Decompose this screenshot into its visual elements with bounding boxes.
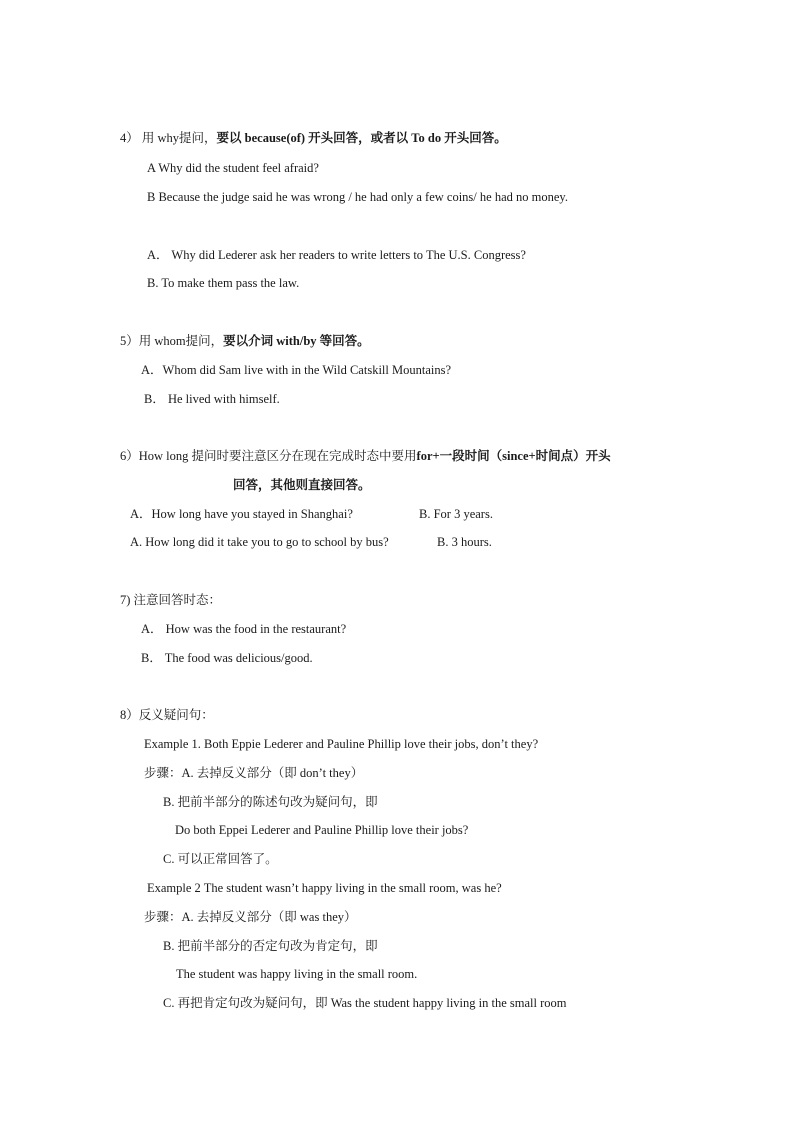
section-7-question: A． How was the food in the restaurant? bbox=[141, 622, 347, 636]
section-4-example-1-question: A Why did the student feel afraid? bbox=[147, 161, 319, 175]
section-5-heading-plain: 5）用 whom提问， bbox=[120, 334, 224, 348]
section-8-example-2: Example 2 The student wasn’t happy living in the small room, was he? bbox=[147, 881, 502, 895]
section-8-example-2-step-a: 步骤：A. 去掉反义部分（即 was they） bbox=[144, 910, 357, 924]
section-8-example-1-step-a: 步骤：A. 去掉反义部分（即 don’t they） bbox=[144, 766, 364, 780]
section-8-example-1: Example 1. Both Eppie Lederer and Pauline Phillip love their jobs, don’t they? bbox=[144, 737, 539, 751]
section-6-example-1-answer: B. For 3 years. bbox=[419, 507, 493, 521]
section-4-heading-plain: 4） 用 why提问， bbox=[120, 131, 217, 145]
section-4-example-1-answer: B Because the judge said he was wrong / he had only a few coins/ he had no money. bbox=[147, 190, 568, 204]
section-6-heading-plain: 6）How long 提问时要注意区分在现在完成时态中要用 bbox=[120, 449, 417, 463]
section-7-answer: B． The food was delicious/good. bbox=[141, 651, 313, 665]
section-8-example-2-step-c: C. 再把肯定句改为疑问句，即 Was the student happy living in the small room bbox=[163, 996, 567, 1010]
section-6-example-2-answer: B. 3 hours. bbox=[437, 535, 492, 549]
section-4-example-2-question: A． Why did Lederer ask her readers to write letters to The U.S. Congress? bbox=[147, 248, 526, 262]
section-8-example-1-step-b-sentence: Do both Eppei Lederer and Pauline Phillip love their jobs? bbox=[175, 823, 469, 837]
section-6-heading-bold: for+一段时间（since+时间点）开头 bbox=[416, 449, 611, 463]
section-5-question: A．Whom did Sam live with in the Wild Catskill Mountains? bbox=[141, 363, 452, 377]
section-4-heading-bold: 要以 because(of) 开头回答，或者以 To do 开头回答。 bbox=[216, 131, 507, 145]
section-6-heading-continued: 回答，其他则直接回答。 bbox=[233, 478, 371, 492]
section-4-heading bbox=[120, 130, 507, 146]
section-6-example-1-question: A．How long have you stayed in Shanghai? bbox=[130, 507, 353, 521]
section-5-heading bbox=[120, 333, 370, 349]
section-8-example-2-step-b-sentence: The student was happy living in the small room. bbox=[176, 967, 418, 981]
section-5-answer: B． He lived with himself. bbox=[144, 392, 280, 406]
section-8-heading: 8）反义疑问句： bbox=[120, 708, 214, 722]
section-4-example-2-answer: B. To make them pass the law. bbox=[147, 276, 300, 290]
section-7-heading: 7) 注意回答时态： bbox=[120, 593, 222, 607]
section-8-example-1-step-b: B. 把前半部分的陈述句改为疑问句，即 bbox=[163, 795, 378, 809]
section-8-example-1-step-c: C. 可以正常回答了。 bbox=[163, 852, 278, 866]
section-5-heading-bold: 要以介词 with/by 等回答。 bbox=[223, 334, 370, 348]
section-8-example-2-step-b: B. 把前半部分的否定句改为肯定句，即 bbox=[163, 939, 378, 953]
section-6-example-2-question: A. How long did it take you to go to school by bus? bbox=[130, 535, 389, 549]
section-6-heading bbox=[120, 448, 611, 464]
